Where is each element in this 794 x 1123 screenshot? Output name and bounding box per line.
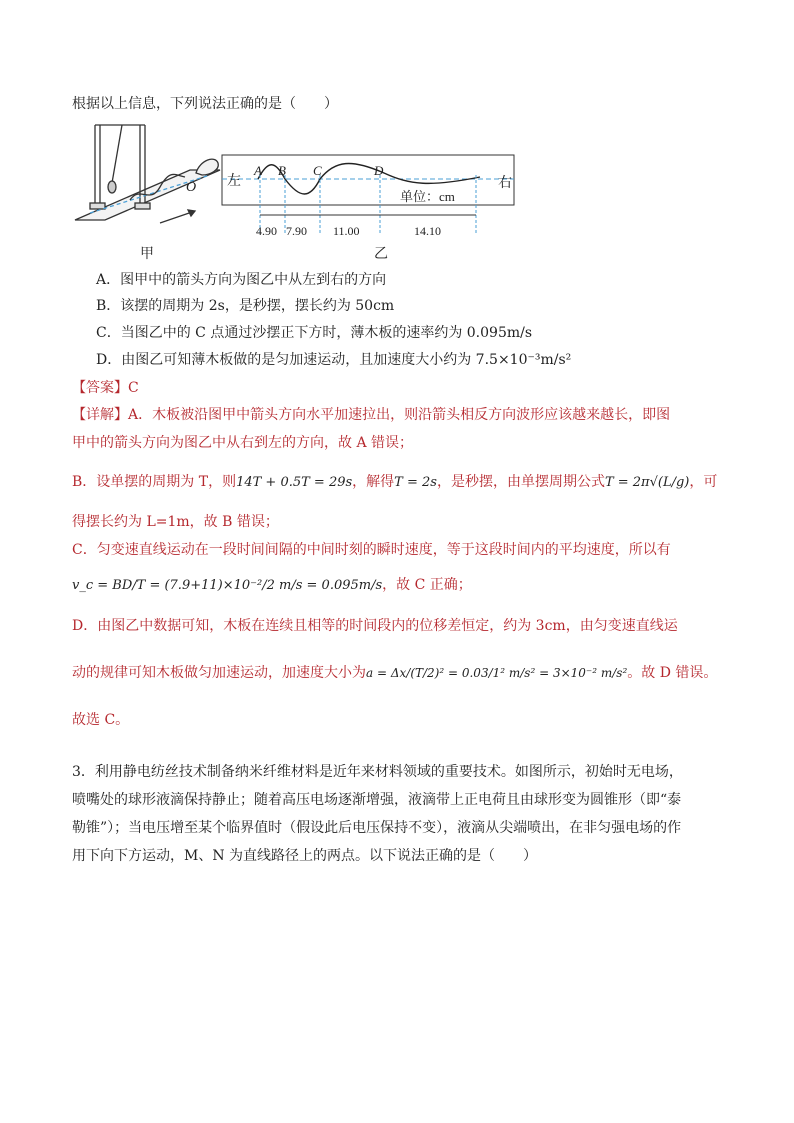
option-d: D．由图乙可知薄木板做的是匀加速运动，且加速度大小约为 7.5×10⁻³m/s² xyxy=(96,352,572,368)
segment-4: 14.10 xyxy=(414,224,441,238)
analysis-b-line1 xyxy=(72,472,717,493)
segment-2: 7.90 xyxy=(286,224,307,238)
analysis-c-line1: C．匀变速直线运动在一段时间间隔的中间时刻的瞬时速度，等于这段时间内的平均速度，所以有 xyxy=(72,542,671,558)
d-end: 。故 D 错误。 xyxy=(627,665,718,681)
point-A: A xyxy=(254,163,262,178)
point-B: B xyxy=(278,163,286,178)
b-pre: B．设单摆的周期为 T，则 xyxy=(72,474,237,490)
b-eq2: T = 2s xyxy=(394,475,437,490)
q3-line2: 喷嘴处的球形液滴保持静止；随着高压电场逐渐增强，液滴带上正电荷且由球形变为圆锥形（即“泰 xyxy=(72,792,682,808)
caption-yi: 乙 xyxy=(374,247,388,262)
label-right: 右 xyxy=(498,176,512,191)
b-mid: ，解得 xyxy=(352,474,395,490)
apparatus-diagram xyxy=(75,125,220,223)
option-b: B．该摆的周期为 2s，是秒摆，摆长约为 50cm xyxy=(96,298,395,314)
strip-diagram xyxy=(222,155,514,235)
segment-1: 4.90 xyxy=(256,224,277,238)
analysis-b-line2: 得摆长约为 L=1m，故 B 错误； xyxy=(72,514,279,530)
label-left: 左 xyxy=(227,174,241,189)
analysis-a-line1: 【详解】A．木板被沿图甲中箭头方向水平加速拉出，则沿箭头相反方向波形应该越来越长，即图 xyxy=(72,407,671,423)
point-C: C xyxy=(313,163,322,178)
c-end: ，故 C 正确； xyxy=(382,577,472,593)
q3-line1: 3．利用静电纺丝技术制备纳米纤维材料是近年来材料领域的重要技术。如图所示，初始时无电场， xyxy=(72,764,683,780)
analysis-d-line1: D．由图乙中数据可知，木板在连续且相等的时间段内的位移差恒定，约为 3cm，由匀变速直线运 xyxy=(72,618,678,634)
b-end: ，可 xyxy=(689,474,718,490)
analysis-conclusion: 故选 C。 xyxy=(72,712,130,728)
q3-line3: 勒锥”）；当电压增至某个临界值时（假设此后电压保持不变），液滴从尖端喷出，在非匀强电场的作 xyxy=(72,820,682,836)
b-post: ，是秒摆，由单摆周期公式 xyxy=(436,474,605,490)
caption-jia: 甲 xyxy=(140,247,154,262)
analysis-c-line2 xyxy=(72,575,472,596)
answer: 【答案】C xyxy=(72,380,139,396)
question-intro: 根据以上信息，下列说法正确的是（ ） xyxy=(72,96,338,112)
d-line2-pre: 动的规律可知木板做匀加速运动，加速度大小为 xyxy=(72,665,366,681)
q3-line4: 用下向下方运动，M、N 为直线路径上的两点。以下说法正确的是（ ） xyxy=(72,848,538,864)
option-a: A．图甲中的箭头方向为图乙中从左到右的方向 xyxy=(96,272,387,288)
point-D: D xyxy=(374,163,384,178)
c-formula: v_c = BD/T = (7.9+11)×10⁻²/2 m/s = 0.095m/s xyxy=(72,578,383,593)
label-O: O xyxy=(186,180,197,195)
unit-label: 单位：cm xyxy=(400,189,455,204)
analysis-d-line2 xyxy=(72,663,717,683)
analysis-a-line2: 甲中的箭头方向为图乙中从右到左的方向，故 A 错误； xyxy=(72,435,414,451)
b-formula: T = 2π√(L/g) xyxy=(604,475,690,490)
pendulum-figure xyxy=(70,115,530,265)
d-formula: a = Δx/(T/2)² = 0.03/1² m/s² = 3×10⁻² m/s² xyxy=(366,666,628,680)
option-c: C．当图乙中的 C 点通过沙摆正下方时，薄木板的速率约为 0.095m/s xyxy=(96,325,533,341)
segment-3: 11.00 xyxy=(333,224,360,238)
b-eq1: 14T + 0.5T = 29s xyxy=(236,475,353,490)
